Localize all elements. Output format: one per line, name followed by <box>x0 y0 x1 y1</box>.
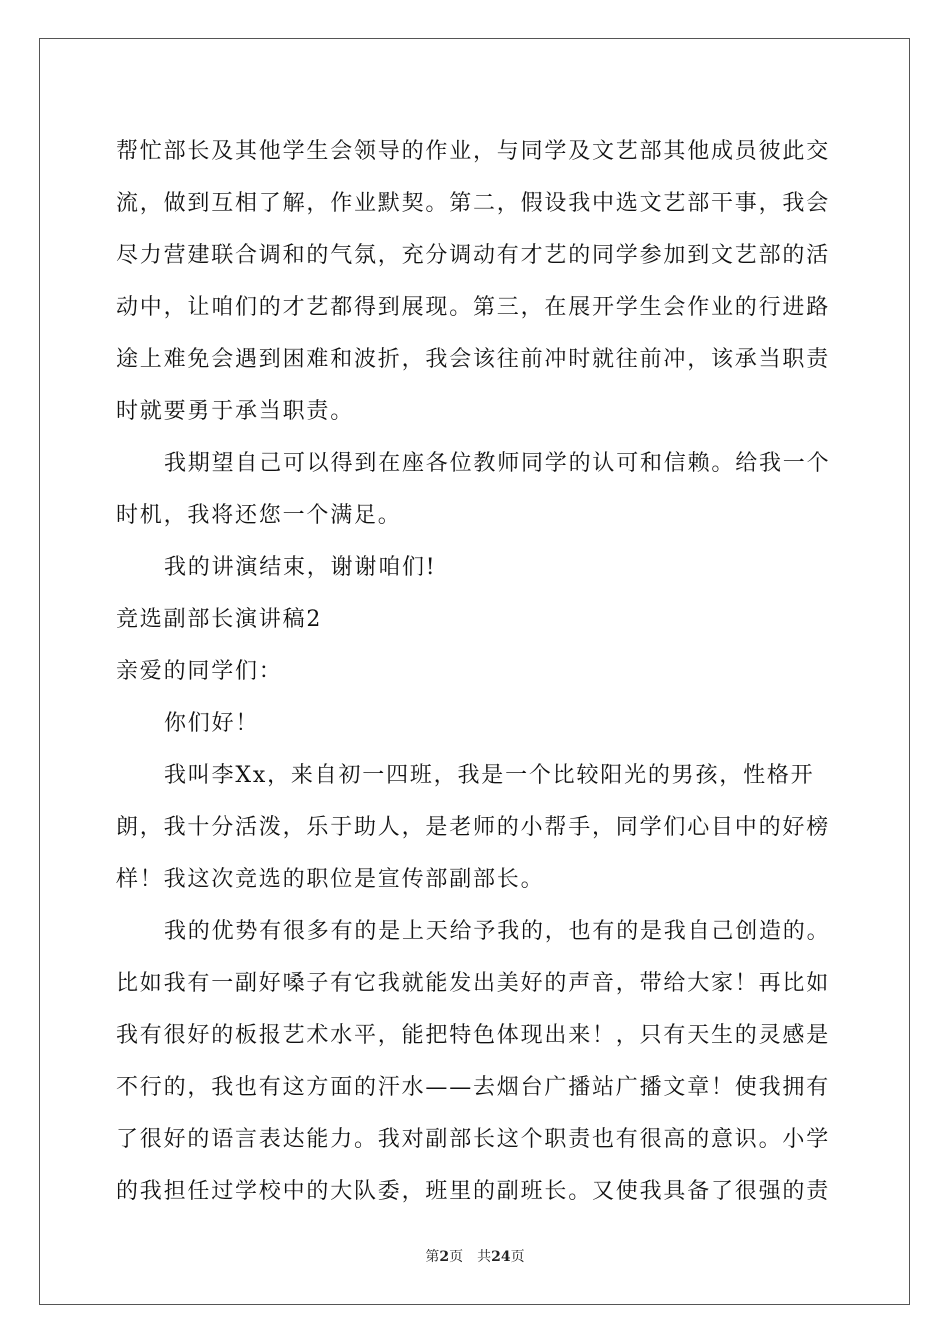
page-suffix: 页 <box>510 1249 525 1265</box>
text-line: 了很好的语言表达能力。我对副部长这个职责也有很高的意识。小学 <box>116 1127 831 1152</box>
text-line: 样！我这次竞选的职位是宣传部副部长。 <box>116 867 545 892</box>
text-line: 流，做到互相了解，作业默契。第二，假设我中选文艺部干事，我会 <box>116 191 831 216</box>
salutation: 亲爱的同学们： <box>116 659 283 684</box>
text-line: 途上难免会遇到困难和波折，我会该往前冲时就往前冲，该承当职责 <box>116 347 831 372</box>
section-title: 竞选副部长演讲稿2 <box>116 607 323 632</box>
text-line: 动中，让咱们的才艺都得到展现。第三，在展开学生会作业的行进路 <box>116 295 831 320</box>
page-footer <box>0 1246 950 1266</box>
document-body <box>116 126 836 1218</box>
paragraph-start-line: 我的优势有很多有的是上天给予我的，也有的是我自己创造的。 <box>164 919 831 944</box>
page-number: 2 <box>439 1249 450 1265</box>
text-line: 朗，我十分活泼，乐于助人，是老师的小帮手，同学们心目中的好榜 <box>116 815 831 840</box>
text-line: 帮忙部长及其他学生会领导的作业，与同学及文艺部其他成员彼此交 <box>116 139 831 164</box>
text-line: 的我担任过学校中的大队委，班里的副班长。又使我具备了很强的责 <box>116 1179 831 1204</box>
text-line: 不行的，我也有这方面的汗水——去烟台广播站广播文章！使我拥有 <box>116 1075 831 1100</box>
total-pages: 24 <box>491 1249 511 1265</box>
paragraph-start-line: 我的讲演结束，谢谢咱们! <box>164 555 437 580</box>
paragraph-start-line: 我叫李Xx，来自初一四班，我是一个比较阳光的男孩，性格开 <box>164 763 815 788</box>
text-line: 比如我有一副好嗓子有它我就能发出美好的声音，带给大家！再比如 <box>116 971 831 996</box>
text-line: 尽力营建联合调和的气氛，充分调动有才艺的同学参加到文艺部的活 <box>116 243 831 268</box>
text-line: 我有很好的板报艺术水平，能把特色体现出来！，只有天生的灵感是 <box>116 1023 831 1048</box>
page-mid: 页 共 <box>449 1249 492 1265</box>
text-line: 时机，我将还您一个满足。 <box>116 503 402 528</box>
text-line: 时就要勇于承当职责。 <box>116 399 355 424</box>
page-prefix: 第 <box>425 1249 440 1265</box>
paragraph-start-line: 我期望自己可以得到在座各位教师同学的认可和信赖。给我一个 <box>164 451 831 476</box>
greeting: 你们好！ <box>164 711 260 736</box>
